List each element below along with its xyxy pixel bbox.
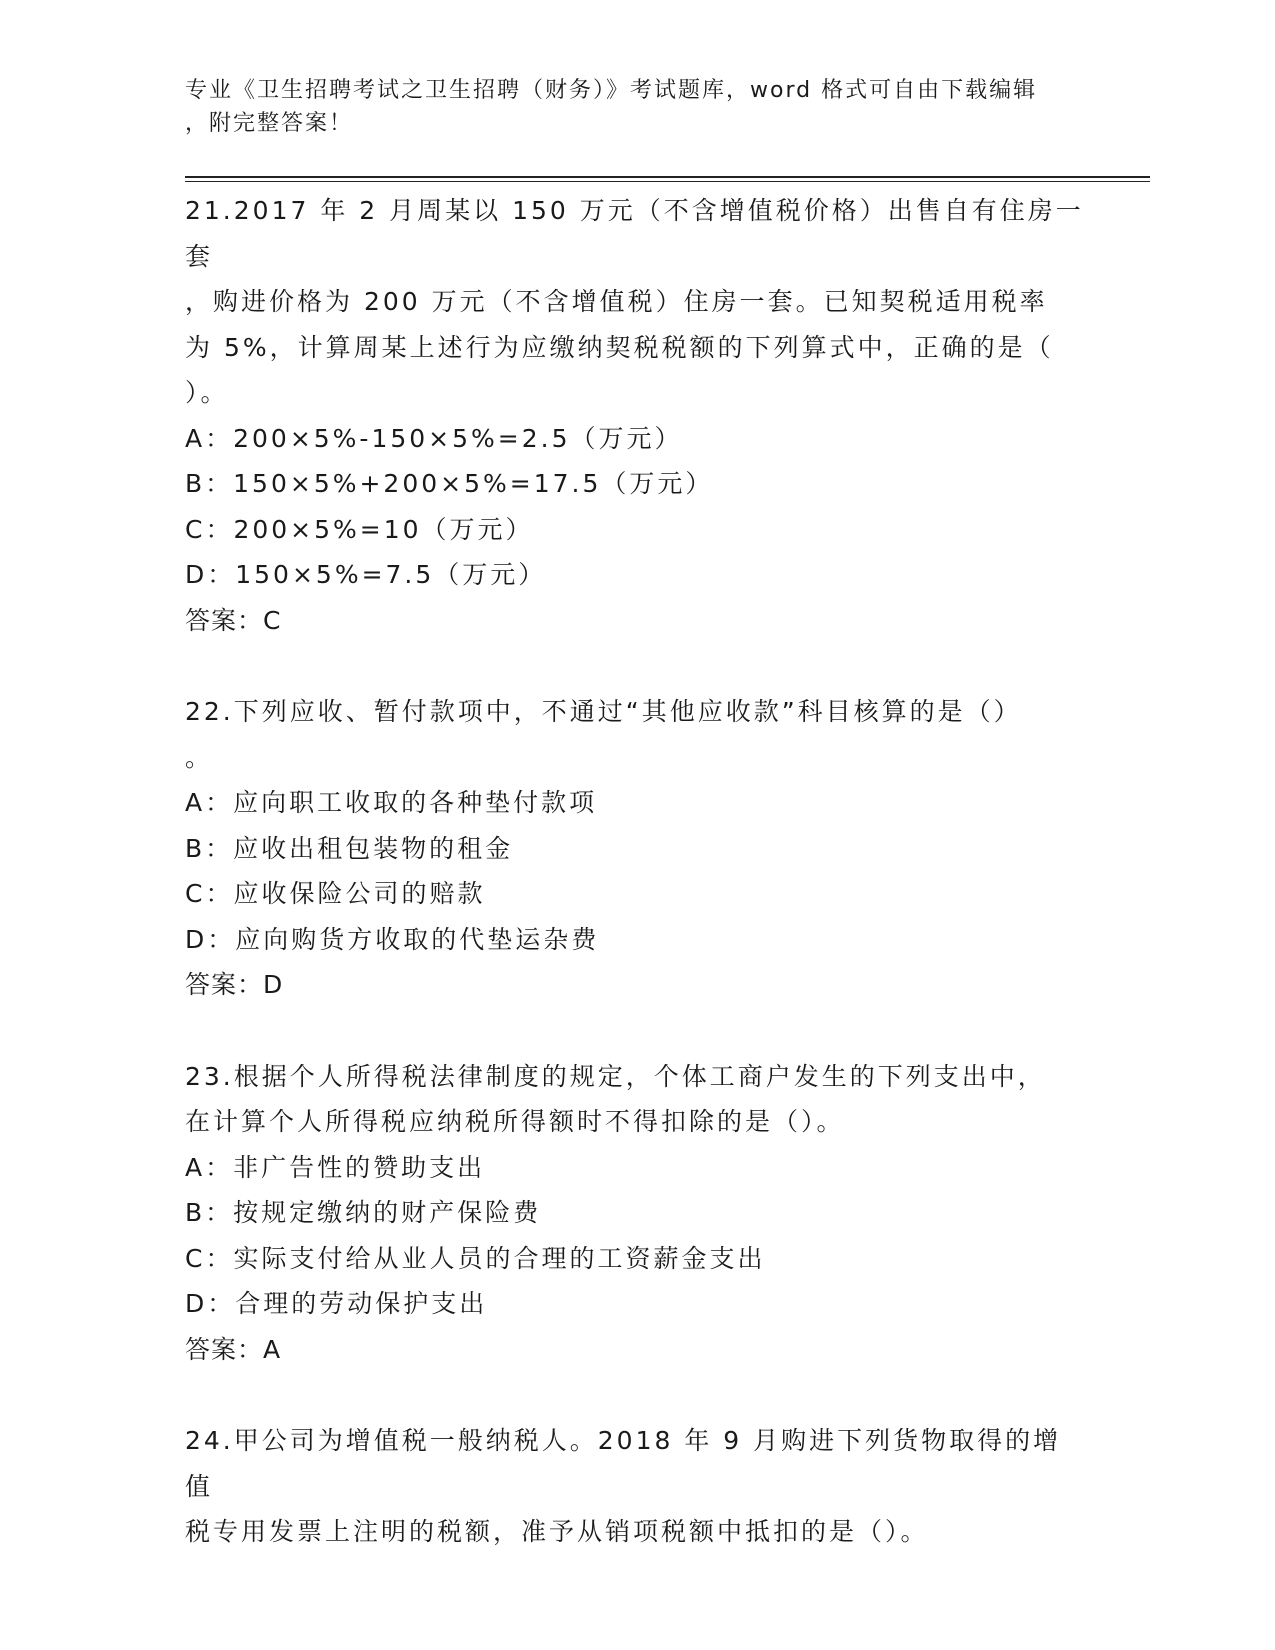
answer-option: A：非广告性的赞助支出 (185, 1152, 486, 1182)
answer-option: C：200×5%=10（万元） (185, 514, 534, 544)
correct-answer: 答案：C (185, 605, 282, 635)
question-list (185, 188, 1085, 1555)
question-stem-line: 税专用发票上注明的税额，准予从销项税额中抵扣的是（）。 (185, 1517, 929, 1546)
question-stem-line: 24.甲公司为增值税一般纳税人。2018 年 9 月购进下列货物取得的增值 (185, 1426, 1062, 1501)
answer-option: B：应收出租包装物的租金 (185, 833, 514, 863)
header-line-2: ，附完整答案！ (185, 111, 354, 136)
correct-answer: 答案：A (185, 1334, 282, 1364)
answer-option: A：200×5%-150×5%=2.5（万元） (185, 423, 683, 453)
question-stem-line: 为 5%，计算周某上述行为应缴纳契税税额的下列算式中，正确的是（ (185, 332, 1054, 362)
answer-option: B：150×5%+200×5%=17.5（万元） (185, 469, 714, 498)
question-block (185, 188, 1085, 643)
answer-option: C：实际支付给从业人员的合理的工资薪金支出 (185, 1243, 766, 1273)
question-block (185, 689, 1085, 1008)
question-spacer (185, 1008, 1085, 1054)
question-spacer (185, 1372, 1085, 1418)
question-block (185, 1054, 1085, 1373)
question-stem-line: ）。 (185, 378, 229, 407)
question-spacer (185, 643, 1085, 689)
question-block (185, 1418, 1085, 1555)
question-stem-line: 23.根据个人所得税法律制度的规定，个体工商户发生的下列支出中， (185, 1061, 1046, 1091)
question-stem-line: 。 (185, 742, 214, 772)
answer-option: D：应向购货方收取的代垫运杂费 (185, 924, 600, 954)
question-stem-line: 在计算个人所得税应纳税所得额时不得扣除的是（）。 (185, 1107, 845, 1136)
answer-option: A：应向职工收取的各种垫付款项 (185, 788, 598, 817)
page-header (185, 74, 1055, 140)
correct-answer: 答案：D (185, 970, 284, 999)
answer-option: C：应收保险公司的赔款 (185, 879, 486, 908)
header-divider (185, 176, 1150, 182)
answer-option: D：合理的劳动保护支出 (185, 1289, 488, 1318)
question-stem-line: ，购进价格为 200 万元（不含增值税）住房一套。已知契税适用税率 (185, 287, 1048, 316)
question-stem-line: 21.2017 年 2 月周某以 150 万元（不含增值税价格）出售自有住房一套 (185, 196, 1084, 271)
answer-option: B：按规定缴纳的财产保险费 (185, 1198, 542, 1227)
question-stem-line: 22.下列应收、暂付款项中，不通过“其他应收款”科目核算的是（） (185, 697, 1022, 726)
answer-option: D：150×5%=7.5（万元） (185, 560, 547, 589)
header-line-1: 专业《卫生招聘考试之卫生招聘（财务）》考试题库，word 格式可自由下载编辑 (185, 78, 1038, 103)
